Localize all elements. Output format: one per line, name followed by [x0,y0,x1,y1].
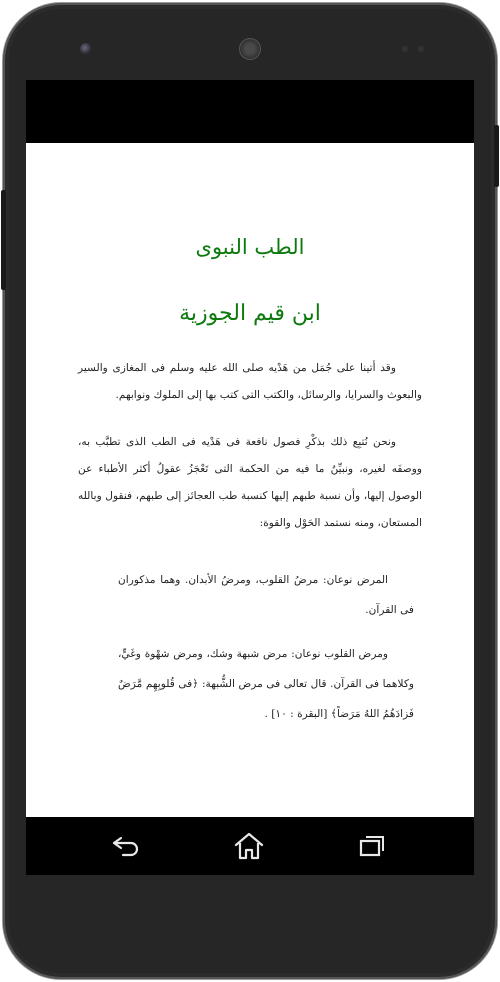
paragraph: وقد أتينا على جُمَل من هَدْيه صلى الله عليه وسلم فى المغازى والسير والبعوث والسرايا، والرسائل، والكتب التى كتب بها إلى الملوك ونوابهم. [78,362,422,401]
back-arrow-icon [111,834,141,858]
recent-apps-icon [357,833,387,859]
front-camera-icon [80,43,92,55]
paragraph: المرض نوعان: مرضُ القلوب، ومرضُ الأبدان. وهما مذكوران فى القرآن. [118,574,414,616]
recent-apps-button[interactable] [354,829,390,863]
status-bar [26,80,474,143]
paragraph: ونحن نُتبِع ذلك بذكْرِ فصول نافعة فى هَدْيه فى الطب الذى تطبَّب به، ووصفَه لغيره، ونبيِّنُ ما فيه من الحكمة التى تَعْجَزُ عقولُ أكثر الأطباء عن الوصول إليها، وأن نسبة طبهم إليها كنسبة طب العجائز إلى طبهم، فنقول وبالله المستعان، ومنه نستمد الحَوْل والقوة: [78,436,422,529]
power-button [494,125,499,187]
home-icon [233,831,265,861]
volume-button [1,190,6,290]
home-button[interactable] [231,829,267,863]
earpiece-speaker [239,38,261,60]
proximity-sensor [402,46,408,52]
navigation-bar [26,817,474,875]
reader-page[interactable] [26,143,474,817]
paragraph: ومرض القلوب نوعان: مرض شبهة وشك، ومرض شهْوة وغَيٍّ، وكلاهما فى القرآن. قال تعالى فى مرض الشُّبهة: ﴿فى قُلوبِهِم مَّرَضٌ فَزادَهُمُ اللهُ مَرَضاً﴾ [البقرة : ١٠] . [118,648,414,720]
book-author: ابن قيم الجوزية [179,301,321,326]
light-sensor [418,46,424,52]
book-title: الطب النبوى [195,235,305,259]
back-button[interactable] [108,829,144,863]
